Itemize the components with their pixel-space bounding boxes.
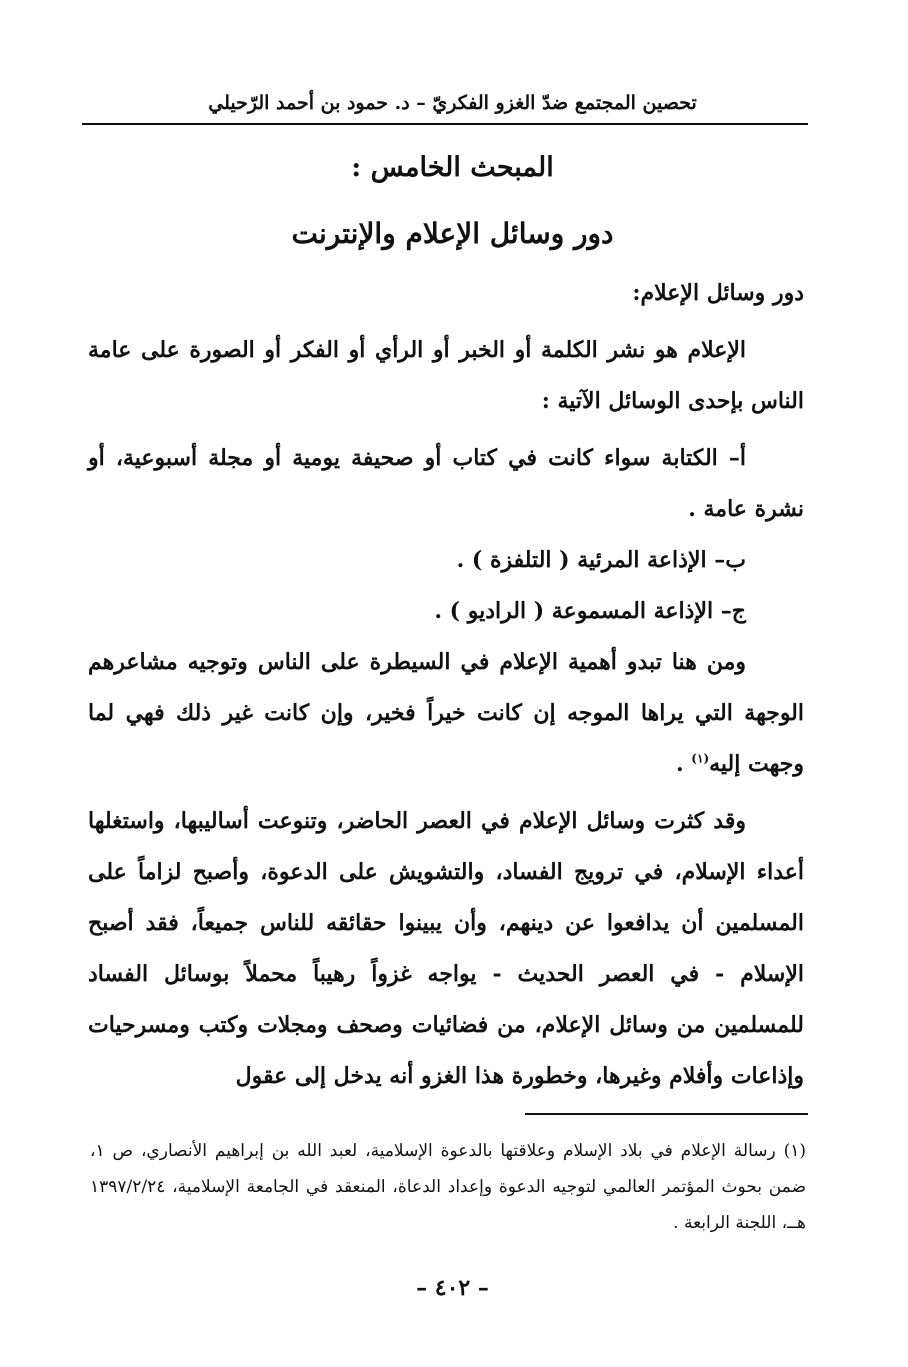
importance-text: ومن هنا تبدو أهمية الإعلام في السيطرة على الناس وتوجيه مشاعرهم الوجهة التي يراها الموجه إن كانت خيراً فخير، وإن كانت غير ذلك فهي لما وجهت إليه [88, 649, 804, 777]
footnote-rule [525, 1113, 808, 1115]
list-item: ب– الإذاعة المرئية ( التلفزة ) . [456, 547, 746, 573]
subheading: دور وسائل الإعلام: [632, 280, 804, 306]
importance-end: . [675, 751, 692, 777]
footnote: (١) رسالة الإعلام في بلاد الإسلام وعلاقتها بالدعوة الإسلامية، لعبد الله بن إبراهيم الأنصاري، ص ١، ضمن بحوث المؤتمر العالمي لتوجيه الدعوة وإعداد الدعاة، المنعقد في الجامعة الإسلامية، ١٣٩٧/٢/٢٤ هــ، اللجنة الرابعة . [90, 1141, 806, 1233]
header-rule [82, 123, 808, 125]
footnote-reference: (١) [691, 751, 710, 766]
running-header: تحصين المجتمع ضدّ الغزو الفكريّ – د. حمود بن أحمد الرّحيلي [208, 92, 697, 114]
definition-paragraph: الإعلام هو نشر الكلمة أو الخبر أو الرأي أو الفكر أو الصورة على عامة الناس بإحدى الوسائل الآتية : [88, 337, 804, 414]
section-title: دور وسائل الإعلام والإنترنت [291, 217, 614, 250]
list-item: أ– الكتابة سواء كانت في كتاب أو صحيفة يومية أو مجلة أسبوعية، أو نشرة عامة . [88, 445, 804, 522]
body-text [88, 268, 804, 1102]
closing-paragraph: وقد كثرت وسائل الإعلام في العصر الحاضر، وتنوعت أساليبها، واستغلها أعداء الإسلام، في ترويج الفساد، والتشويش على الدعوة، وأصبح لزاماً على المسلمين أن يدافعوا عن دينهم، وأن يبينوا حقائقه للناس جميعاً، فقد أصبح الإسلام - في العصر الحديث - يواجه غزواً رهيباً محملاً بوسائل الفساد للمسلمين من وسائل الإعلام، من فضائيات وصحف ومجلات وكتب ومسرحيات وإذاعات وأفلام وغيرها، وخطورة هذا الغزو أنه يدخل إلى عقول [88, 808, 804, 1089]
list-item: ج– الإذاعة المسموعة ( الراديو ) . [434, 598, 746, 624]
section-label: المبحث الخامس : [351, 152, 554, 183]
page-number: – ٤٠٢ – [416, 1275, 489, 1301]
importance-paragraph [88, 637, 804, 790]
